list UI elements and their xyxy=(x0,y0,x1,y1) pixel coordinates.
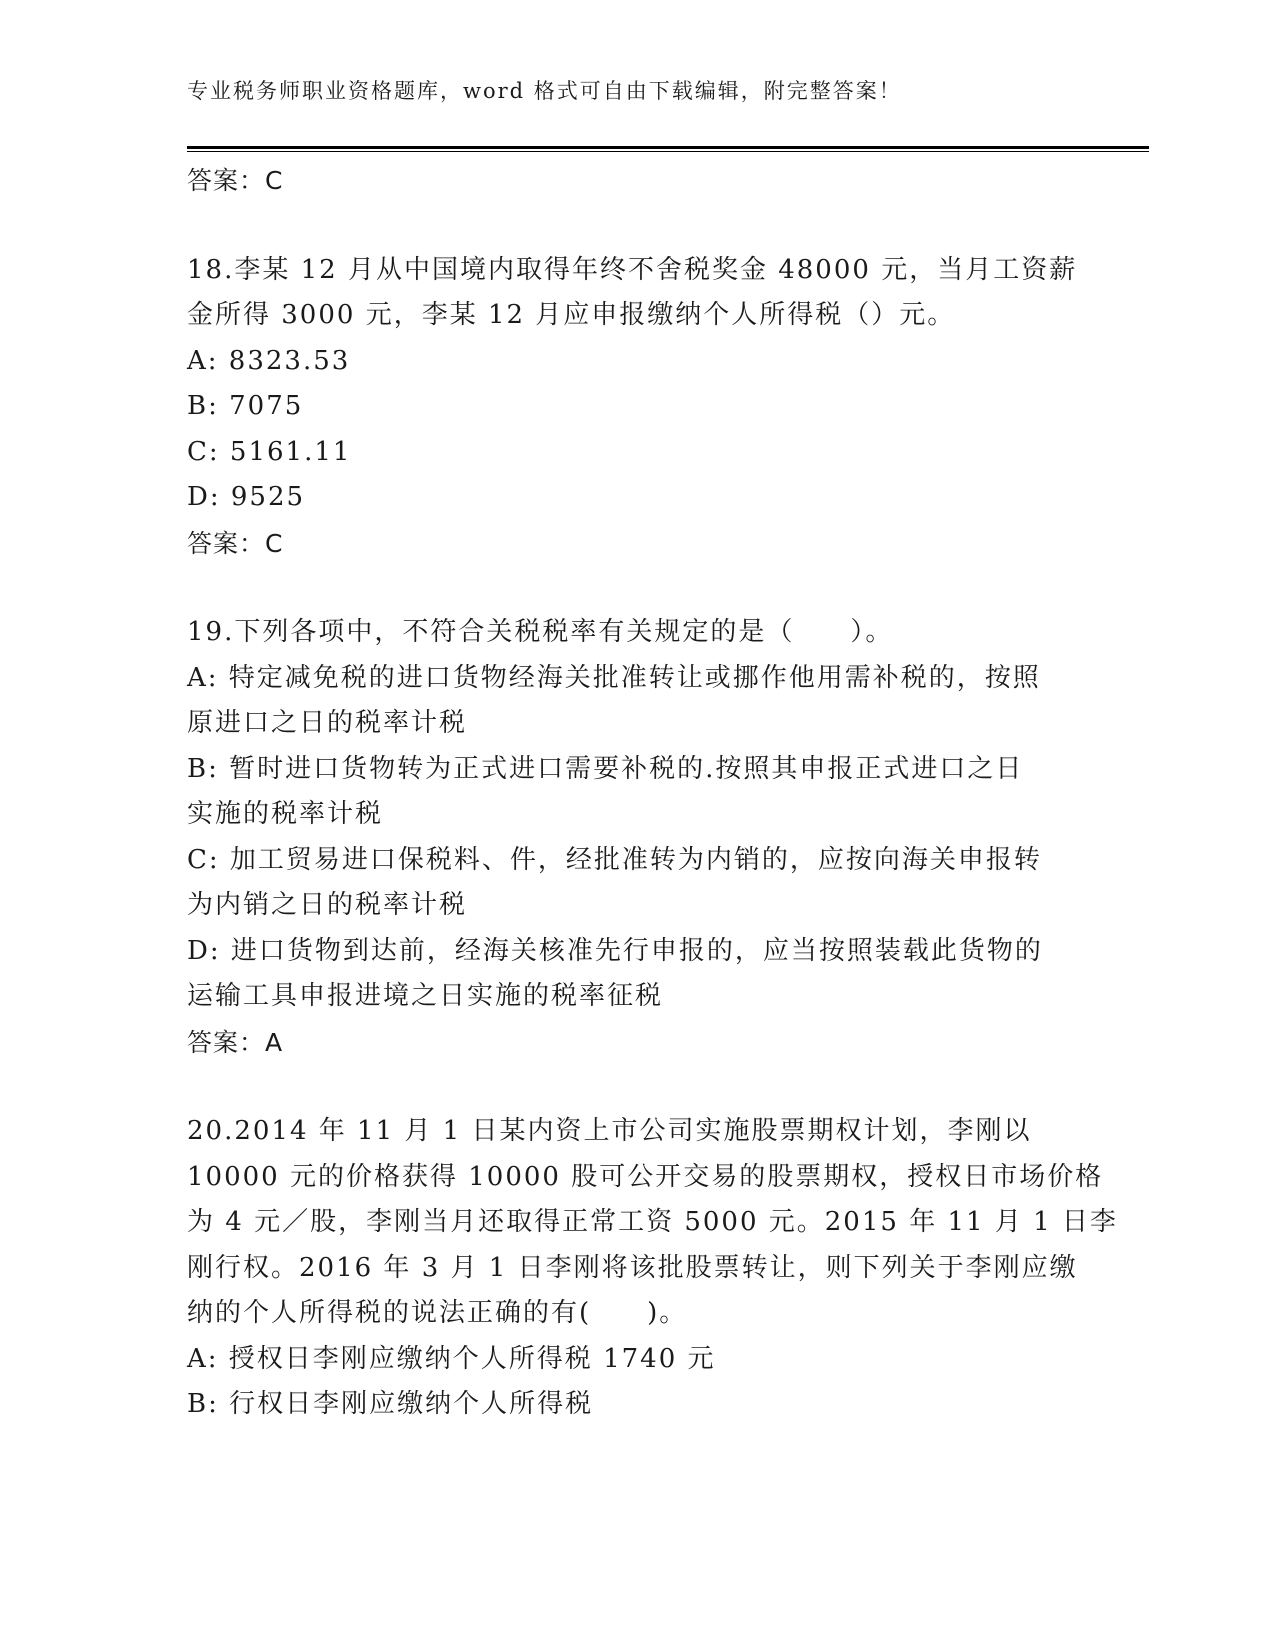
answer-19: 答案：A xyxy=(187,1027,284,1057)
spacer xyxy=(187,566,1087,610)
question-20-stem-line-4: 刚行权。2016 年 3 月 1 日李刚将该批股票转让，则下列关于李刚应缴 xyxy=(187,1252,1078,1283)
answer-18: 答案：C xyxy=(187,528,284,558)
question-18-option-c: C: 5161.11 xyxy=(187,436,352,467)
question-20-option-a: A: 授权日李刚应缴纳个人所得税 1740 元 xyxy=(187,1343,716,1374)
question-18 xyxy=(187,248,1087,567)
question-18-option-a: A: 8323.53 xyxy=(187,345,351,376)
document-body xyxy=(187,158,1118,1428)
spacer xyxy=(187,1065,1087,1109)
question-20-stem-line-1: 20.2014 年 11 月 1 日某内资上市公司实施股票期权计划，李刚以 xyxy=(187,1116,1032,1146)
question-19-option-c-line-2: 为内销之日的税率计税 xyxy=(187,890,468,920)
question-19-option-b-line-1: B: 暂时进口货物转为正式进口需要补税的.按照其申报正式进口之日 xyxy=(187,753,1024,784)
question-19-option-d-line-1: D: 进口货物到达前，经海关核准先行申报的，应当按照装载此货物的 xyxy=(187,935,1043,966)
question-19-option-a-line-1: A: 特定减免税的进口货物经海关批准转让或挪作他用需补税的，按照 xyxy=(187,662,1041,693)
question-18-option-b: B: 7075 xyxy=(187,391,304,421)
question-18-stem-line-1: 18.李某 12 月从中国境内取得年终不舍税奖金 48000 元，当月工资薪 xyxy=(187,254,1078,285)
question-20 xyxy=(187,1109,1118,1428)
header-rule-thick xyxy=(187,146,1149,149)
header-rule-thin xyxy=(187,151,1149,152)
page-header-text: 专业税务师职业资格题库，word 格式可自由下载编辑，附完整答案！ xyxy=(187,79,902,103)
question-19-stem-line-1: 19.下列各项中，不符合关税税率有关规定的是（ ）。 xyxy=(187,617,894,647)
question-18-stem-line-2: 金所得 3000 元，李某 12 月应申报缴纳个人所得税（）元。 xyxy=(187,300,956,330)
question-19-option-a-line-2: 原进口之日的税率计税 xyxy=(187,708,468,738)
question-19-option-c-line-1: C: 加工贸易进口保税料、件，经批准转为内销的，应按向海关申报转 xyxy=(187,844,1042,875)
question-20-stem-line-2: 10000 元的价格获得 10000 股可公开交易的股票期权，授权日市场价格 xyxy=(187,1161,1104,1192)
answer-17: 答案：C xyxy=(187,166,284,195)
question-20-stem-line-3: 为 4 元／股，李刚当月还取得正常工资 5000 元。2015 年 11 月 1 日李 xyxy=(187,1207,1118,1237)
question-20-option-b: B: 行权日李刚应缴纳个人所得税 xyxy=(187,1389,594,1419)
question-20-stem-line-5: 纳的个人所得税的说法正确的有( )。 xyxy=(187,1298,688,1328)
question-19-option-d-line-2: 运输工具申报进境之日实施的税率征税 xyxy=(187,981,664,1011)
question-19-option-b-line-2: 实施的税率计税 xyxy=(187,799,384,829)
question-18-option-d: D: 9525 xyxy=(187,482,306,512)
question-19 xyxy=(187,610,1087,1065)
spacer xyxy=(187,204,1087,248)
